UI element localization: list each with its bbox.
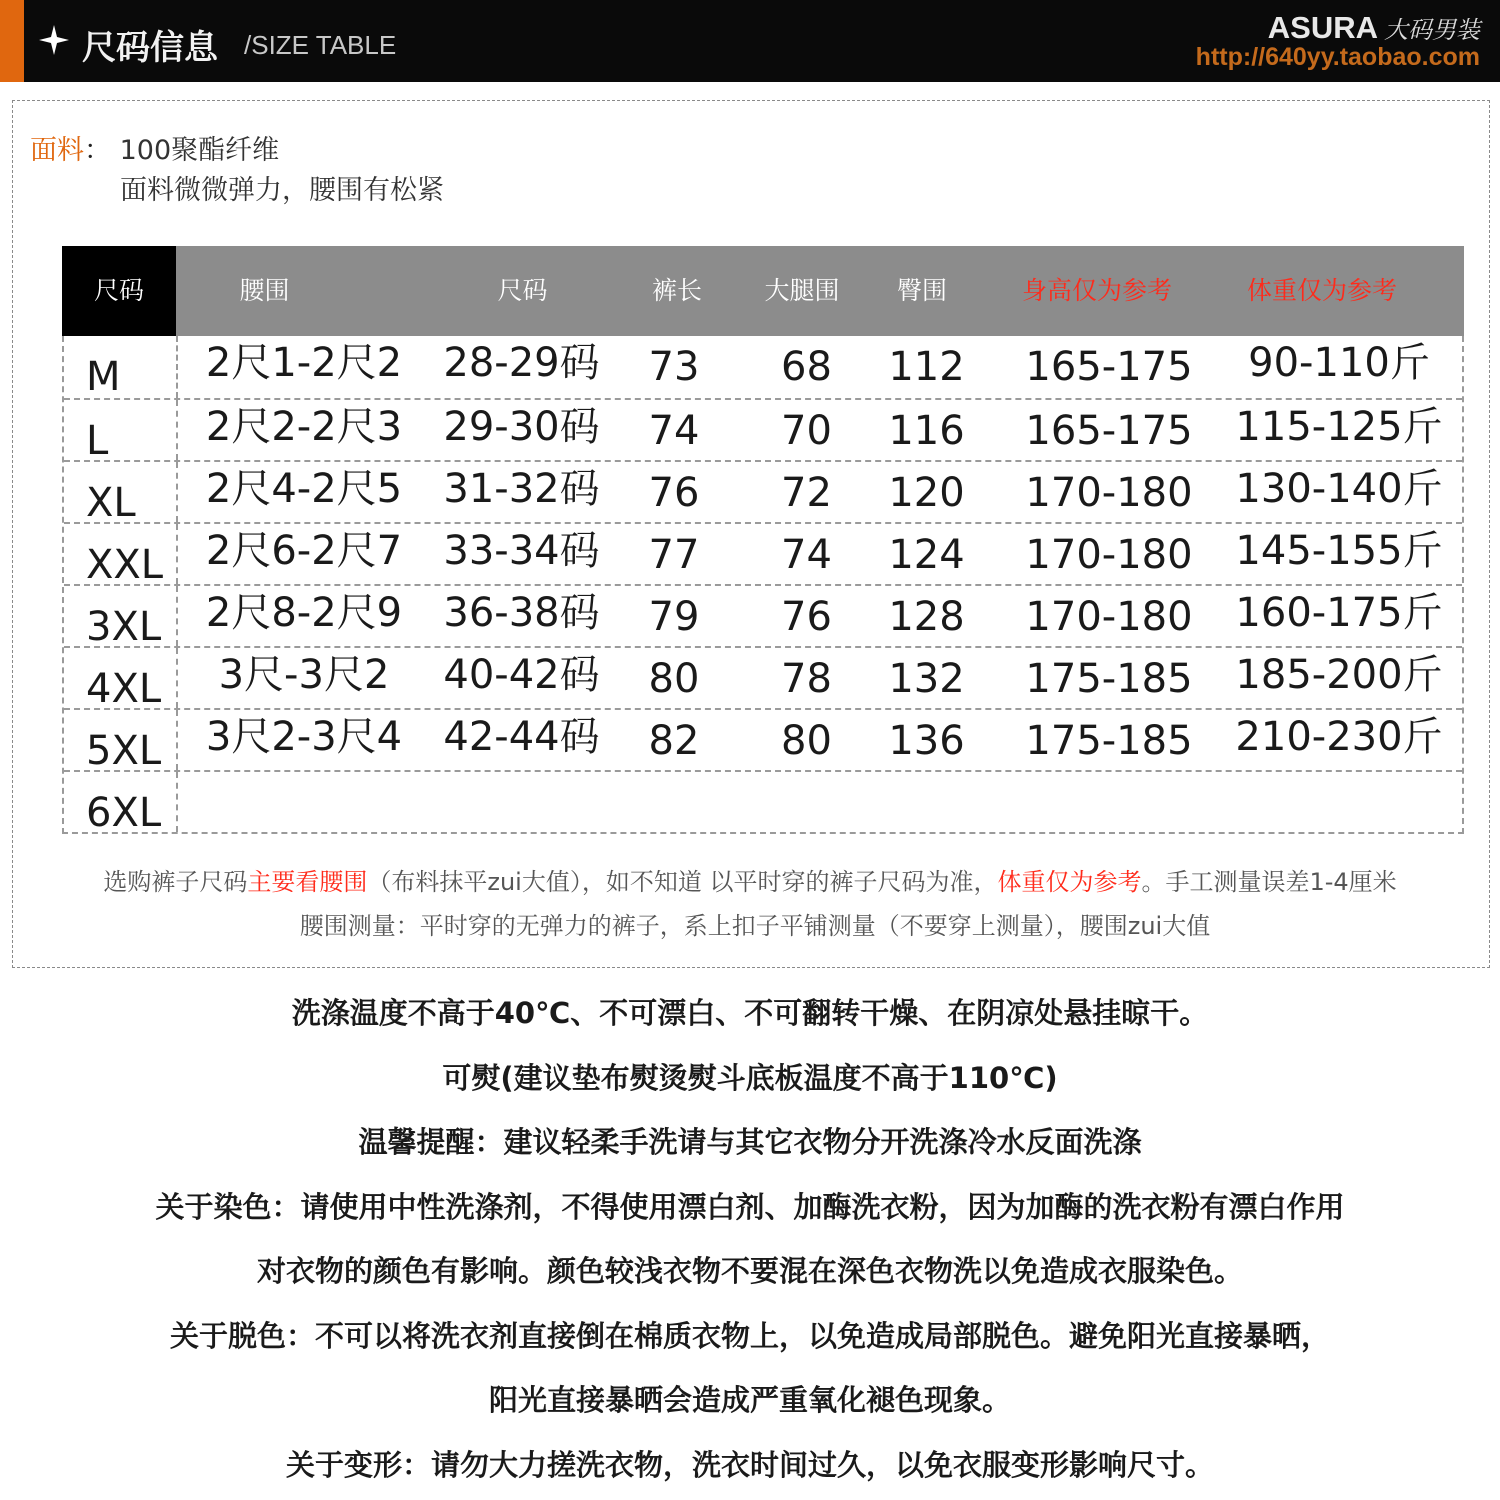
cell-size: 6XL [86, 790, 162, 836]
fabric-value: 100聚酯纤维 [119, 135, 280, 166]
cell-size: 5XL [86, 728, 162, 774]
header-accent-stripe [0, 0, 24, 82]
brand-tagline: 大码男装 [1384, 16, 1480, 44]
cell-hip: 132 [888, 656, 965, 702]
header-size-number: 尺码 [497, 276, 548, 305]
cell-weight: 145-155斤 [1235, 528, 1443, 574]
cell-length: 79 [648, 594, 700, 640]
cell-size: XL [86, 480, 136, 526]
cell-size-number: 42-44码 [443, 714, 600, 760]
cell-size-number: 28-29码 [443, 340, 600, 386]
cell-length [624, 772, 724, 834]
fabric-line [30, 128, 279, 167]
cell-size: L [86, 418, 109, 464]
care-line: 温馨提醒：建议轻柔手洗请与其它衣物分开洗涤冷水反面洗涤 [358, 1125, 1142, 1159]
table-row [64, 770, 1462, 836]
measure-note: 腰围测量：平时穿的无弹力的裤子，系上扣子平铺测量（不要穿上测量），腰围zui大值 [299, 912, 1211, 940]
cell-length: 76 [648, 470, 700, 516]
table-row [64, 398, 1462, 464]
cell-hip [874, 772, 979, 834]
header-size: 尺码 [93, 276, 144, 305]
table-row [64, 708, 1462, 774]
cell-thigh: 80 [781, 718, 832, 764]
cell-height: 175-185 [1025, 656, 1193, 702]
cell-size-number: 36-38码 [443, 590, 600, 636]
table-row [64, 336, 1462, 398]
cell-hip: 120 [888, 470, 965, 516]
cell-thigh: 70 [781, 408, 832, 454]
cell-hip: 136 [888, 718, 965, 764]
header-length: 裤长 [651, 276, 702, 305]
care-line: 可熨(建议垫布熨烫熨斗底板温度不高于110℃) [442, 1060, 1058, 1095]
cell-size-number: 29-30码 [443, 404, 600, 450]
care-line: 关于染色：请使用中性洗涤剂，不得使用漂白剂、加酶洗衣粉，因为加酶的洗衣粉有漂白作用 [155, 1189, 1345, 1224]
table-row [64, 522, 1462, 588]
cell-height: 170-180 [1025, 532, 1193, 578]
header-waist: 腰围 [239, 276, 290, 305]
cell-thigh: 76 [781, 594, 832, 640]
care-line: 洗涤温度不高于40℃、不可漂白、不可翻转干燥、在阴凉处悬挂晾干。 [291, 996, 1209, 1030]
care-line: 对衣物的颜色有影响。颜色较浅衣物不要混在深色衣物洗以免造成衣服染色。 [256, 1254, 1243, 1288]
care-instructions [0, 985, 1500, 1500]
cell-hip: 124 [888, 532, 965, 578]
header-thigh: 大腿围 [764, 276, 840, 305]
table-row [64, 584, 1462, 650]
cell-waist: 3尺-3尺2 [218, 652, 390, 698]
cell-height: 165-175 [1025, 344, 1193, 390]
cell-size-number [429, 768, 614, 830]
cell-weight: 90-110斤 [1248, 340, 1430, 386]
header-bar [0, 0, 1500, 82]
cell-size: M [86, 354, 121, 400]
cell-weight: 185-200斤 [1235, 652, 1443, 698]
cell-thigh: 72 [781, 470, 832, 516]
purchase-note [0, 862, 1500, 897]
shop-url: http://640yy.taobao.com [1195, 43, 1480, 71]
cell-length: 82 [648, 718, 700, 764]
cell-thigh: 78 [781, 656, 832, 702]
cell-waist: 2尺1-2尺2 [205, 340, 403, 386]
cell-waist: 3尺2-3尺4 [205, 714, 403, 760]
note-highlight-waist: 主要看腰围 [247, 868, 368, 896]
cell-weight: 210-230斤 [1235, 714, 1443, 760]
care-line: 关于脱色：不可以将洗衣剂直接倒在棉质衣物上，以免造成局部脱色。避免阳光直接暴晒， [169, 1318, 1330, 1353]
cell-size: 4XL [86, 666, 162, 712]
brand-name: ASURA [1267, 10, 1378, 45]
care-line: 关于变形：请勿大力搓洗衣物，洗衣时间过久，以免衣服变形影响尺寸。 [285, 1447, 1214, 1482]
cell-height [1009, 772, 1209, 834]
cell-waist: 2尺6-2尺7 [205, 528, 403, 574]
cell-thigh: 68 [781, 344, 832, 390]
care-line: 阳光直接暴晒会造成严重氧化褪色现象。 [488, 1383, 1011, 1417]
cell-length: 77 [648, 532, 700, 578]
cell-waist: 2尺2-2尺3 [205, 404, 403, 450]
cell-height: 175-185 [1025, 718, 1193, 764]
cell-length: 80 [648, 656, 700, 702]
size-table-header [62, 246, 1464, 336]
fabric-colon: ： [84, 135, 111, 166]
cell-length: 74 [648, 408, 700, 454]
cell-size-number: 31-32码 [443, 466, 600, 512]
cell-weight: 115-125斤 [1235, 404, 1443, 450]
brand-logo [1268, 10, 1480, 46]
cell-weight: 160-175斤 [1235, 590, 1443, 636]
cell-hip: 112 [888, 344, 965, 390]
cell-weight [1224, 768, 1454, 830]
four-point-star-icon [38, 24, 70, 56]
note-text: 选购裤子尺码 [103, 868, 248, 896]
cell-thigh: 74 [781, 532, 832, 578]
fabric-detail: 面料微微弹力，腰围有松紧 [120, 175, 444, 206]
table-row [64, 646, 1462, 712]
cell-size: 3XL [86, 604, 162, 650]
header-weight-ref: 体重仅为参考 [1246, 276, 1397, 305]
cell-size-number: 33-34码 [443, 528, 600, 574]
fabric-label: 面料 [30, 135, 84, 166]
header-height-ref: 身高仅为参考 [1021, 276, 1172, 305]
cell-height: 170-180 [1025, 470, 1193, 516]
cell-height: 165-175 [1025, 408, 1193, 454]
cell-size: XXL [86, 542, 164, 588]
cell-hip: 128 [888, 594, 965, 640]
size-table [62, 246, 1464, 834]
cell-length: 73 [648, 344, 700, 390]
cell-waist: 2尺4-2尺5 [205, 466, 403, 512]
page-title: 尺码信息 [82, 28, 218, 68]
header-hip: 臀围 [896, 276, 947, 305]
note-text: （布料抹平zui大值），如不知道 以平时穿的裤子尺码为准， [367, 868, 998, 896]
cell-height: 170-180 [1025, 594, 1193, 640]
cell-thigh [754, 772, 859, 834]
cell-size-number: 40-42码 [443, 652, 600, 698]
cell-hip: 116 [888, 408, 965, 454]
page-subtitle: /SIZE TABLE [244, 30, 397, 60]
note-highlight-weight: 体重仅为参考 [997, 868, 1142, 896]
table-row [64, 460, 1462, 526]
note-text: 。手工测量误差1-4厘米 [1141, 868, 1397, 896]
cell-weight: 130-140斤 [1235, 466, 1443, 512]
cell-waist: 2尺8-2尺9 [205, 590, 403, 636]
cell-waist [184, 768, 424, 830]
size-table-body [62, 336, 1464, 834]
